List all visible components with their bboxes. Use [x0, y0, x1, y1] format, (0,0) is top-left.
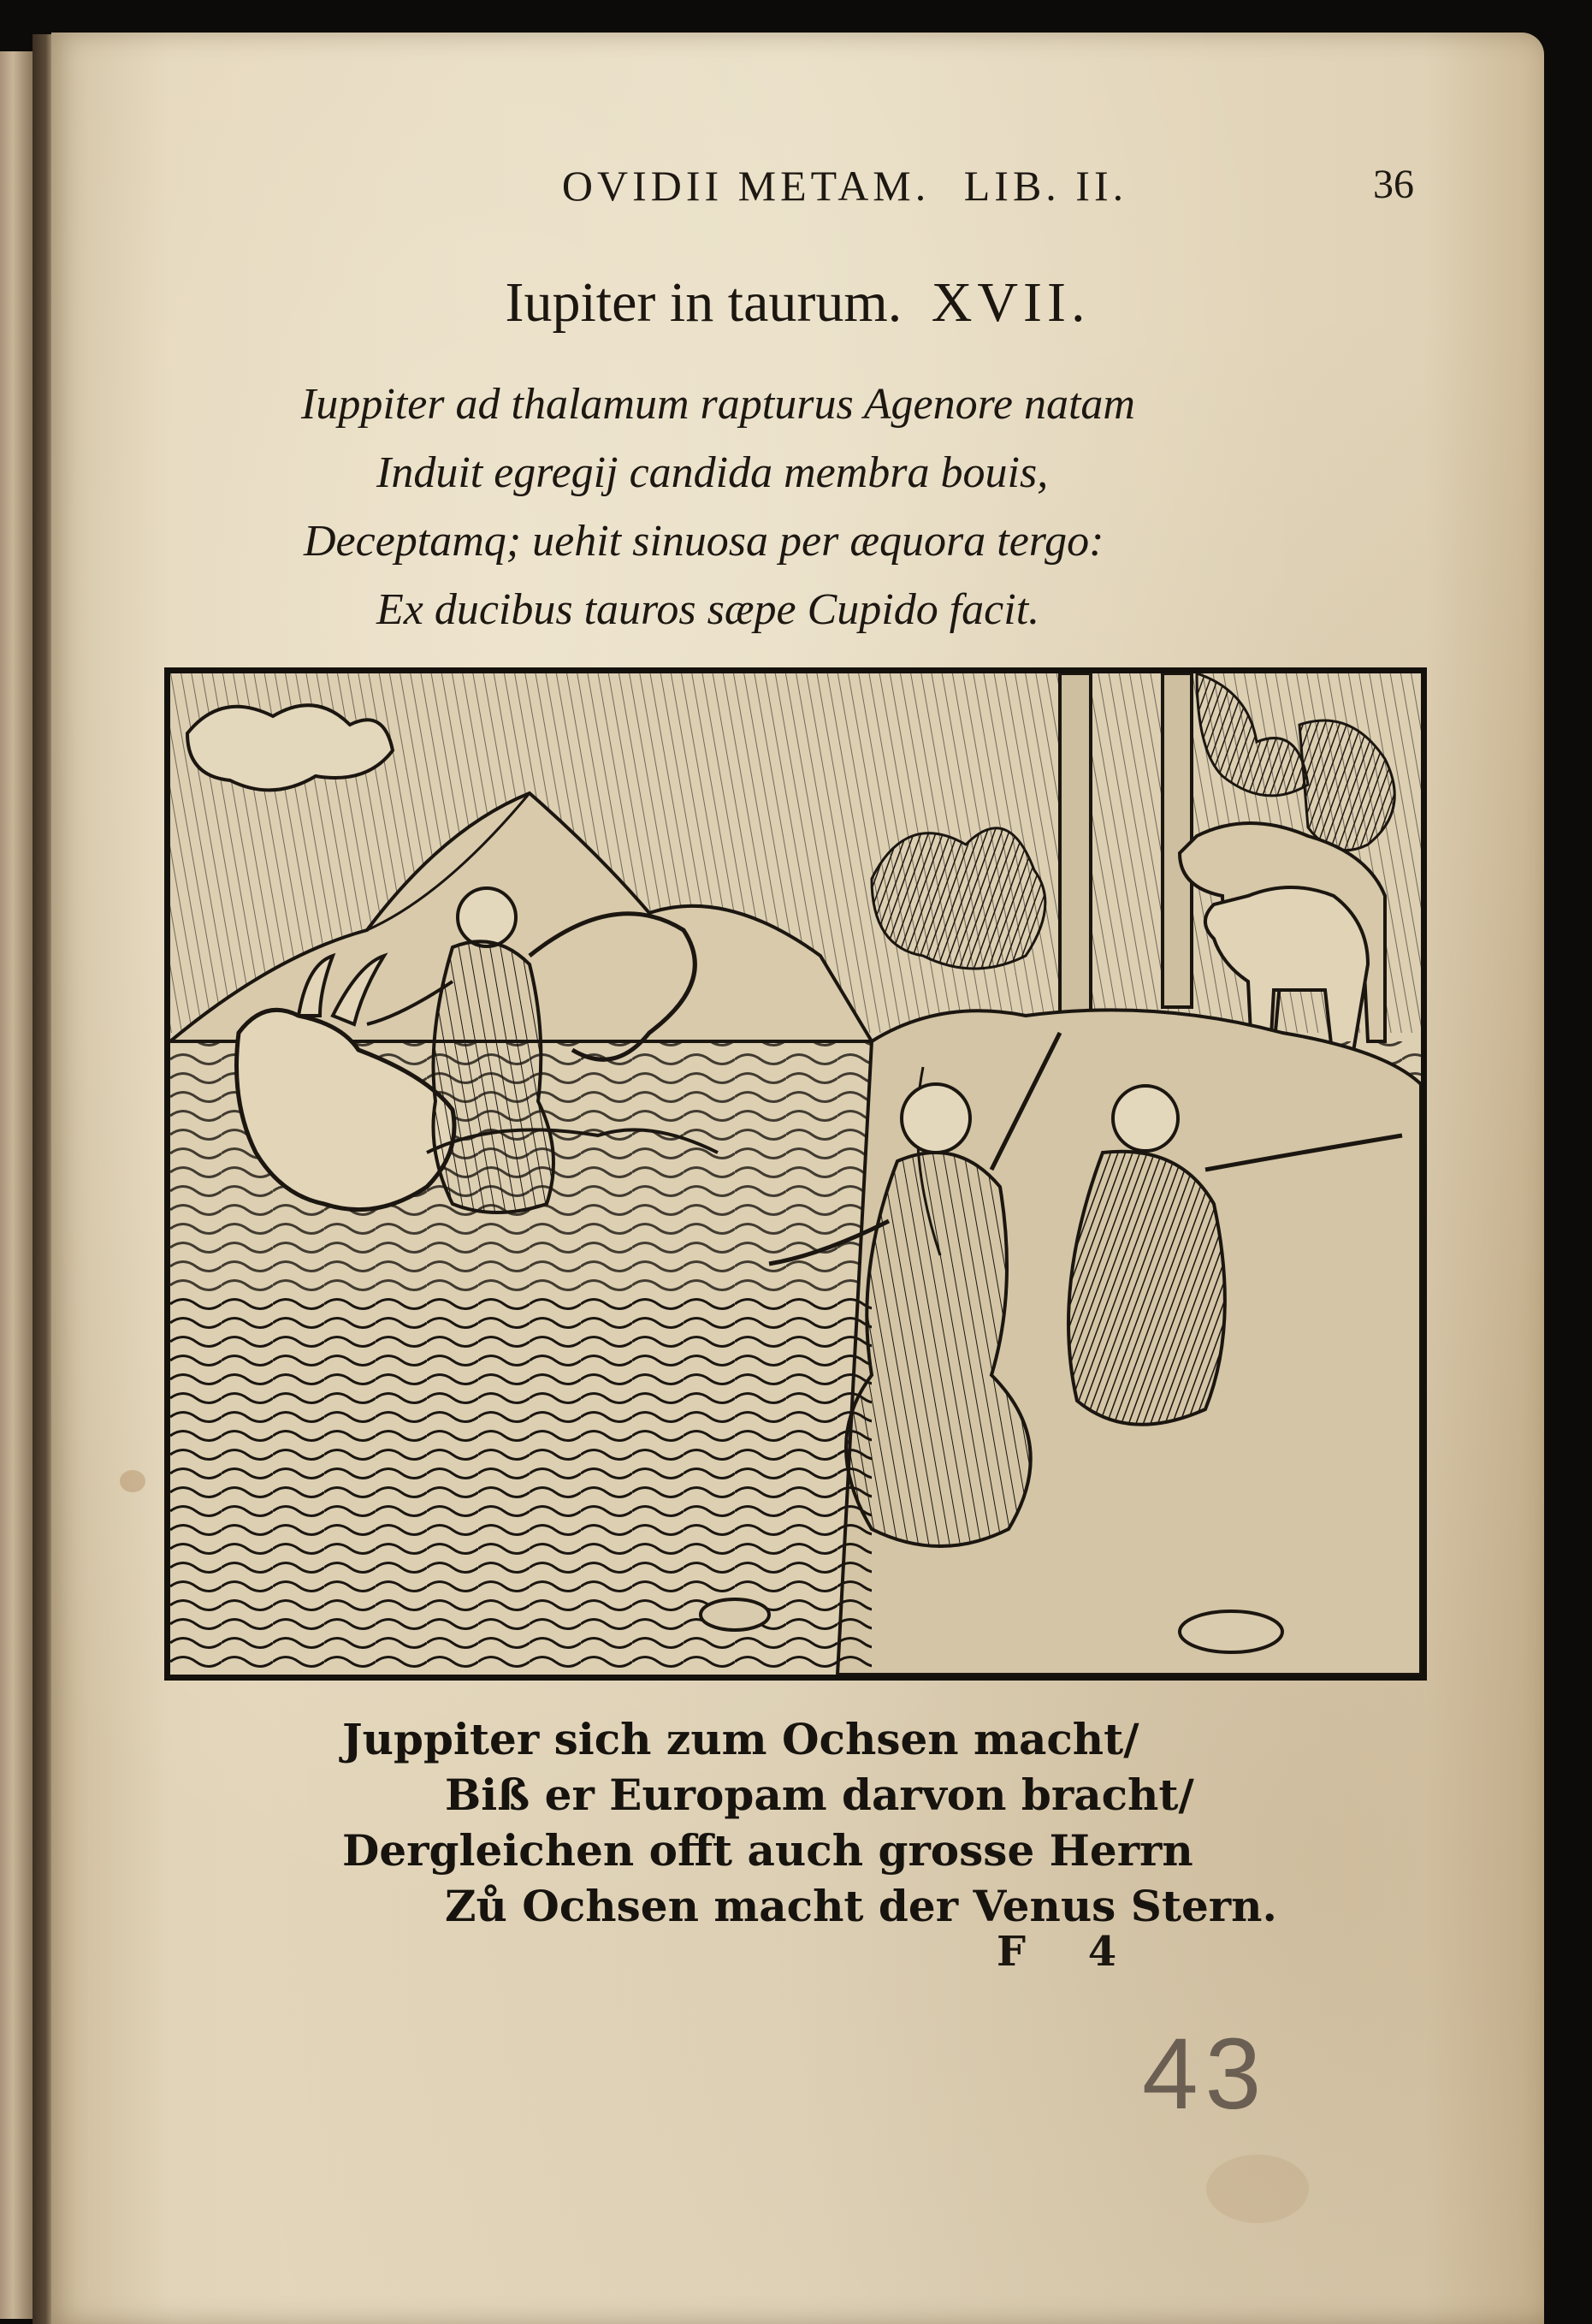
- foxing-stain: [1206, 2155, 1309, 2223]
- latin-verse-line: Iuppiter ad thalamum rapturus Agenore natam: [301, 380, 1135, 429]
- book-page: [51, 33, 1544, 2324]
- chapter-title-text: Iupiter in taurum.: [505, 271, 903, 334]
- pencil-shelf-number: 43: [1142, 2018, 1269, 2131]
- left-page-edge: [0, 51, 33, 2319]
- latin-verse-line: Ex ducibus tauros sæpe Cupido facit.: [376, 585, 1040, 634]
- german-verse-line: Zů Ochsen macht der Venus Stern.: [445, 1881, 1277, 1931]
- latin-verse-line: Deceptamq; uehit sinuosa per æquora tergo:: [304, 517, 1104, 566]
- woodcut-rape-of-europa-image: [170, 673, 1421, 1675]
- signature-mark: F 4: [997, 1928, 1141, 1976]
- woodcut-illustration: [164, 667, 1427, 1681]
- running-head: [51, 161, 1544, 210]
- chapter-number: XVII.: [931, 271, 1091, 334]
- chapter-title: [51, 270, 1544, 335]
- german-verse-line: Dergleichen offt auch grosse Herrn: [342, 1825, 1193, 1876]
- running-head-title: OVIDII METAM.: [561, 162, 931, 210]
- german-verse-line: Juppiter sich zum Ochsen macht/: [342, 1714, 1139, 1764]
- german-verse-line: Biß er Europam darvon bracht/: [445, 1770, 1194, 1820]
- running-head-book: LIB. II.: [963, 162, 1128, 210]
- latin-verse-line: Induit egregij candida membra bouis,: [376, 448, 1049, 497]
- foxing-stain: [120, 1470, 145, 1492]
- folio-number: 36: [1373, 162, 1414, 207]
